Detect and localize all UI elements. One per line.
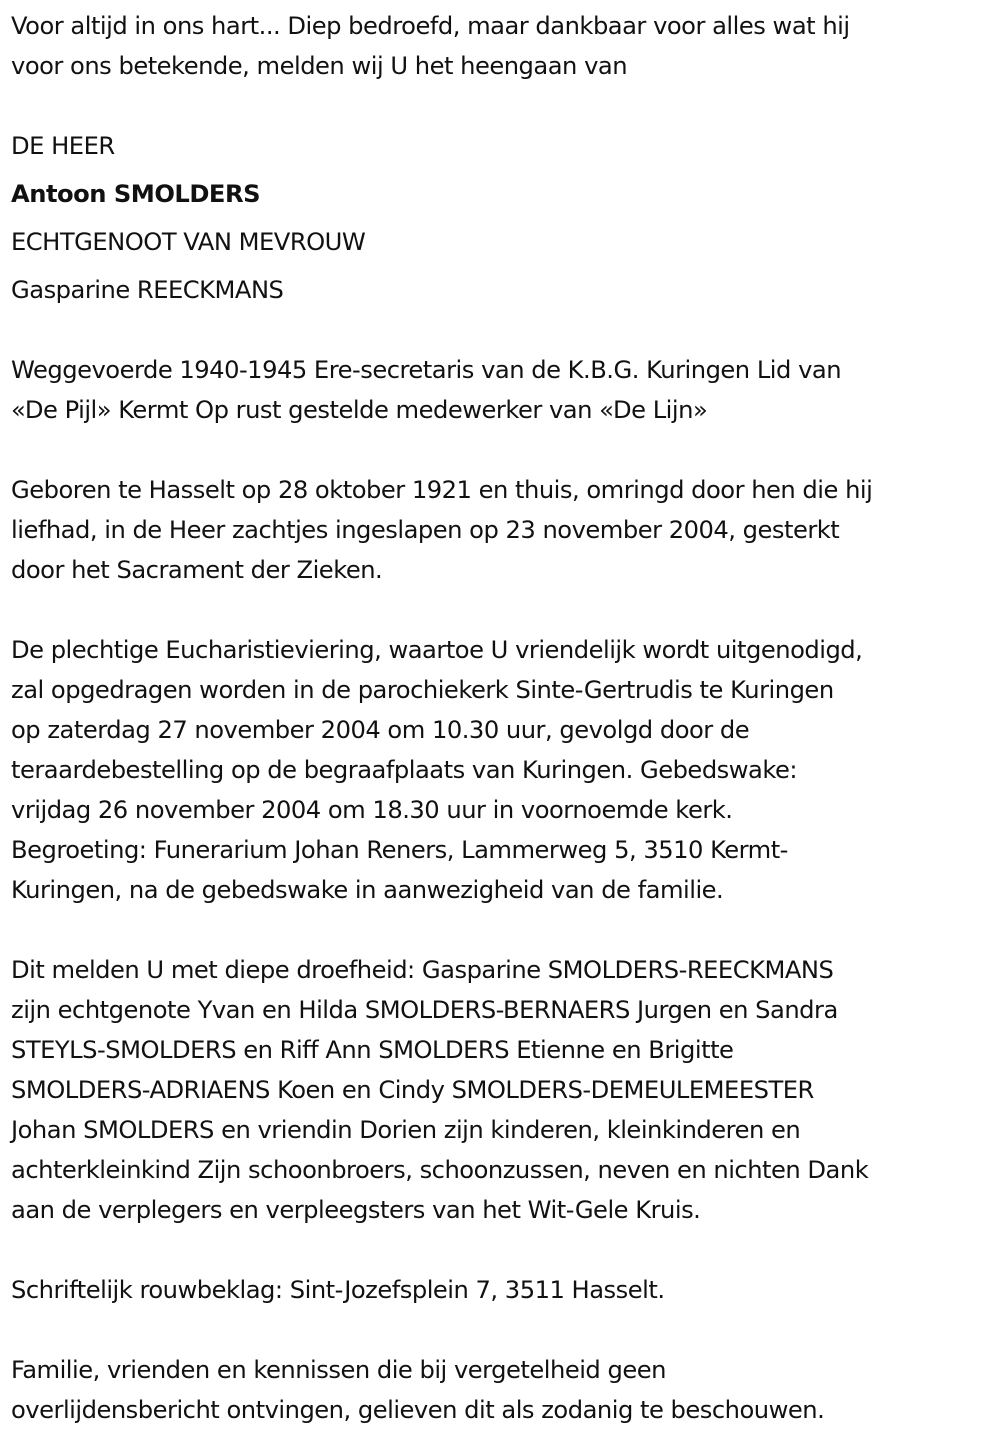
deceased-block — [11, 122, 365, 314]
ceremony-line: Begroeting: Funerarium Johan Reners, Lammerweg 5, 3510 Kermt- — [11, 836, 788, 864]
birth-death-line: door het Sacrament der Zieken. — [11, 556, 383, 584]
family-line: Dit melden U met diepe droefheid: Gasparine SMOLDERS-REECKMANS — [11, 956, 834, 984]
birth-death-line: Geboren te Hasselt op 28 oktober 1921 en thuis, omringd door hen die hij — [11, 476, 873, 504]
roles-line: Weggevoerde 1940-1945 Ere-secretaris van de K.B.G. Kuringen Lid van — [11, 356, 842, 384]
family-line: achterkleinkind Zijn schoonbroers, schoonzussen, neven en nichten Dank — [11, 1156, 869, 1184]
family-line: Johan SMOLDERS en vriendin Dorien zijn kinderen, kleinkinderen en — [11, 1116, 801, 1144]
ceremony-line: teraardebestelling op de begraafplaats van Kuringen. Gebedswake: — [11, 756, 798, 784]
intro-line: Voor altijd in ons hart... Diep bedroefd, maar dankbaar voor alles wat hij — [11, 12, 850, 40]
ceremony-line: Kuringen, na de gebedswake in aanwezigheid van de familie. — [11, 876, 724, 904]
closing-line: overlijdensbericht ontvingen, gelieven dit als zodanig te beschouwen. — [11, 1396, 825, 1424]
family-line: aan de verplegers en verpleegsters van het Wit-Gele Kruis. — [11, 1196, 701, 1224]
family-line: STEYLS-SMOLDERS en Riff Ann SMOLDERS Etienne en Brigitte — [11, 1036, 734, 1064]
family-line: zijn echtgenote Yvan en Hilda SMOLDERS-BERNAERS Jurgen en Sandra — [11, 996, 838, 1024]
roles-paragraph — [11, 350, 841, 430]
ceremony-line: De plechtige Eucharistieviering, waartoe U vriendelijk wordt uitgenodigd, — [11, 636, 863, 664]
intro-line: voor ons betekende, melden wij U het heengaan van — [11, 52, 628, 80]
family-paragraph — [11, 950, 868, 1230]
ceremony-line: zal opgedragen worden in de parochiekerk Sinte-Gertrudis te Kuringen — [11, 676, 834, 704]
birth-death-paragraph — [11, 470, 872, 590]
relation-label: ECHTGENOOT VAN MEVROUW — [11, 228, 366, 256]
ceremony-paragraph — [11, 630, 862, 910]
ceremony-line: vrijdag 26 november 2004 om 18.30 uur in voornoemde kerk. — [11, 796, 733, 824]
intro-paragraph — [11, 6, 850, 86]
roles-line: «De Pijl» Kermt Op rust gestelde medewerker van «De Lijn» — [11, 396, 708, 424]
spouse-name: Gasparine REECKMANS — [11, 276, 284, 304]
honorific-title: DE HEER — [11, 132, 115, 160]
closing-paragraph — [11, 1350, 824, 1430]
condolence-paragraph — [11, 1270, 665, 1310]
closing-line: Familie, vrienden en kennissen die bij vergetelheid geen — [11, 1356, 666, 1384]
deceased-name: Antoon SMOLDERS — [11, 180, 260, 208]
birth-death-line: liefhad, in de Heer zachtjes ingeslapen op 23 november 2004, gesterkt — [11, 516, 840, 544]
ceremony-line: op zaterdag 27 november 2004 om 10.30 uur, gevolgd door de — [11, 716, 750, 744]
condolence-address: Schriftelijk rouwbeklag: Sint-Jozefsplein 7, 3511 Hasselt. — [11, 1276, 665, 1304]
family-line: SMOLDERS-ADRIAENS Koen en Cindy SMOLDERS-DEMEULEMEESTER — [11, 1076, 814, 1104]
